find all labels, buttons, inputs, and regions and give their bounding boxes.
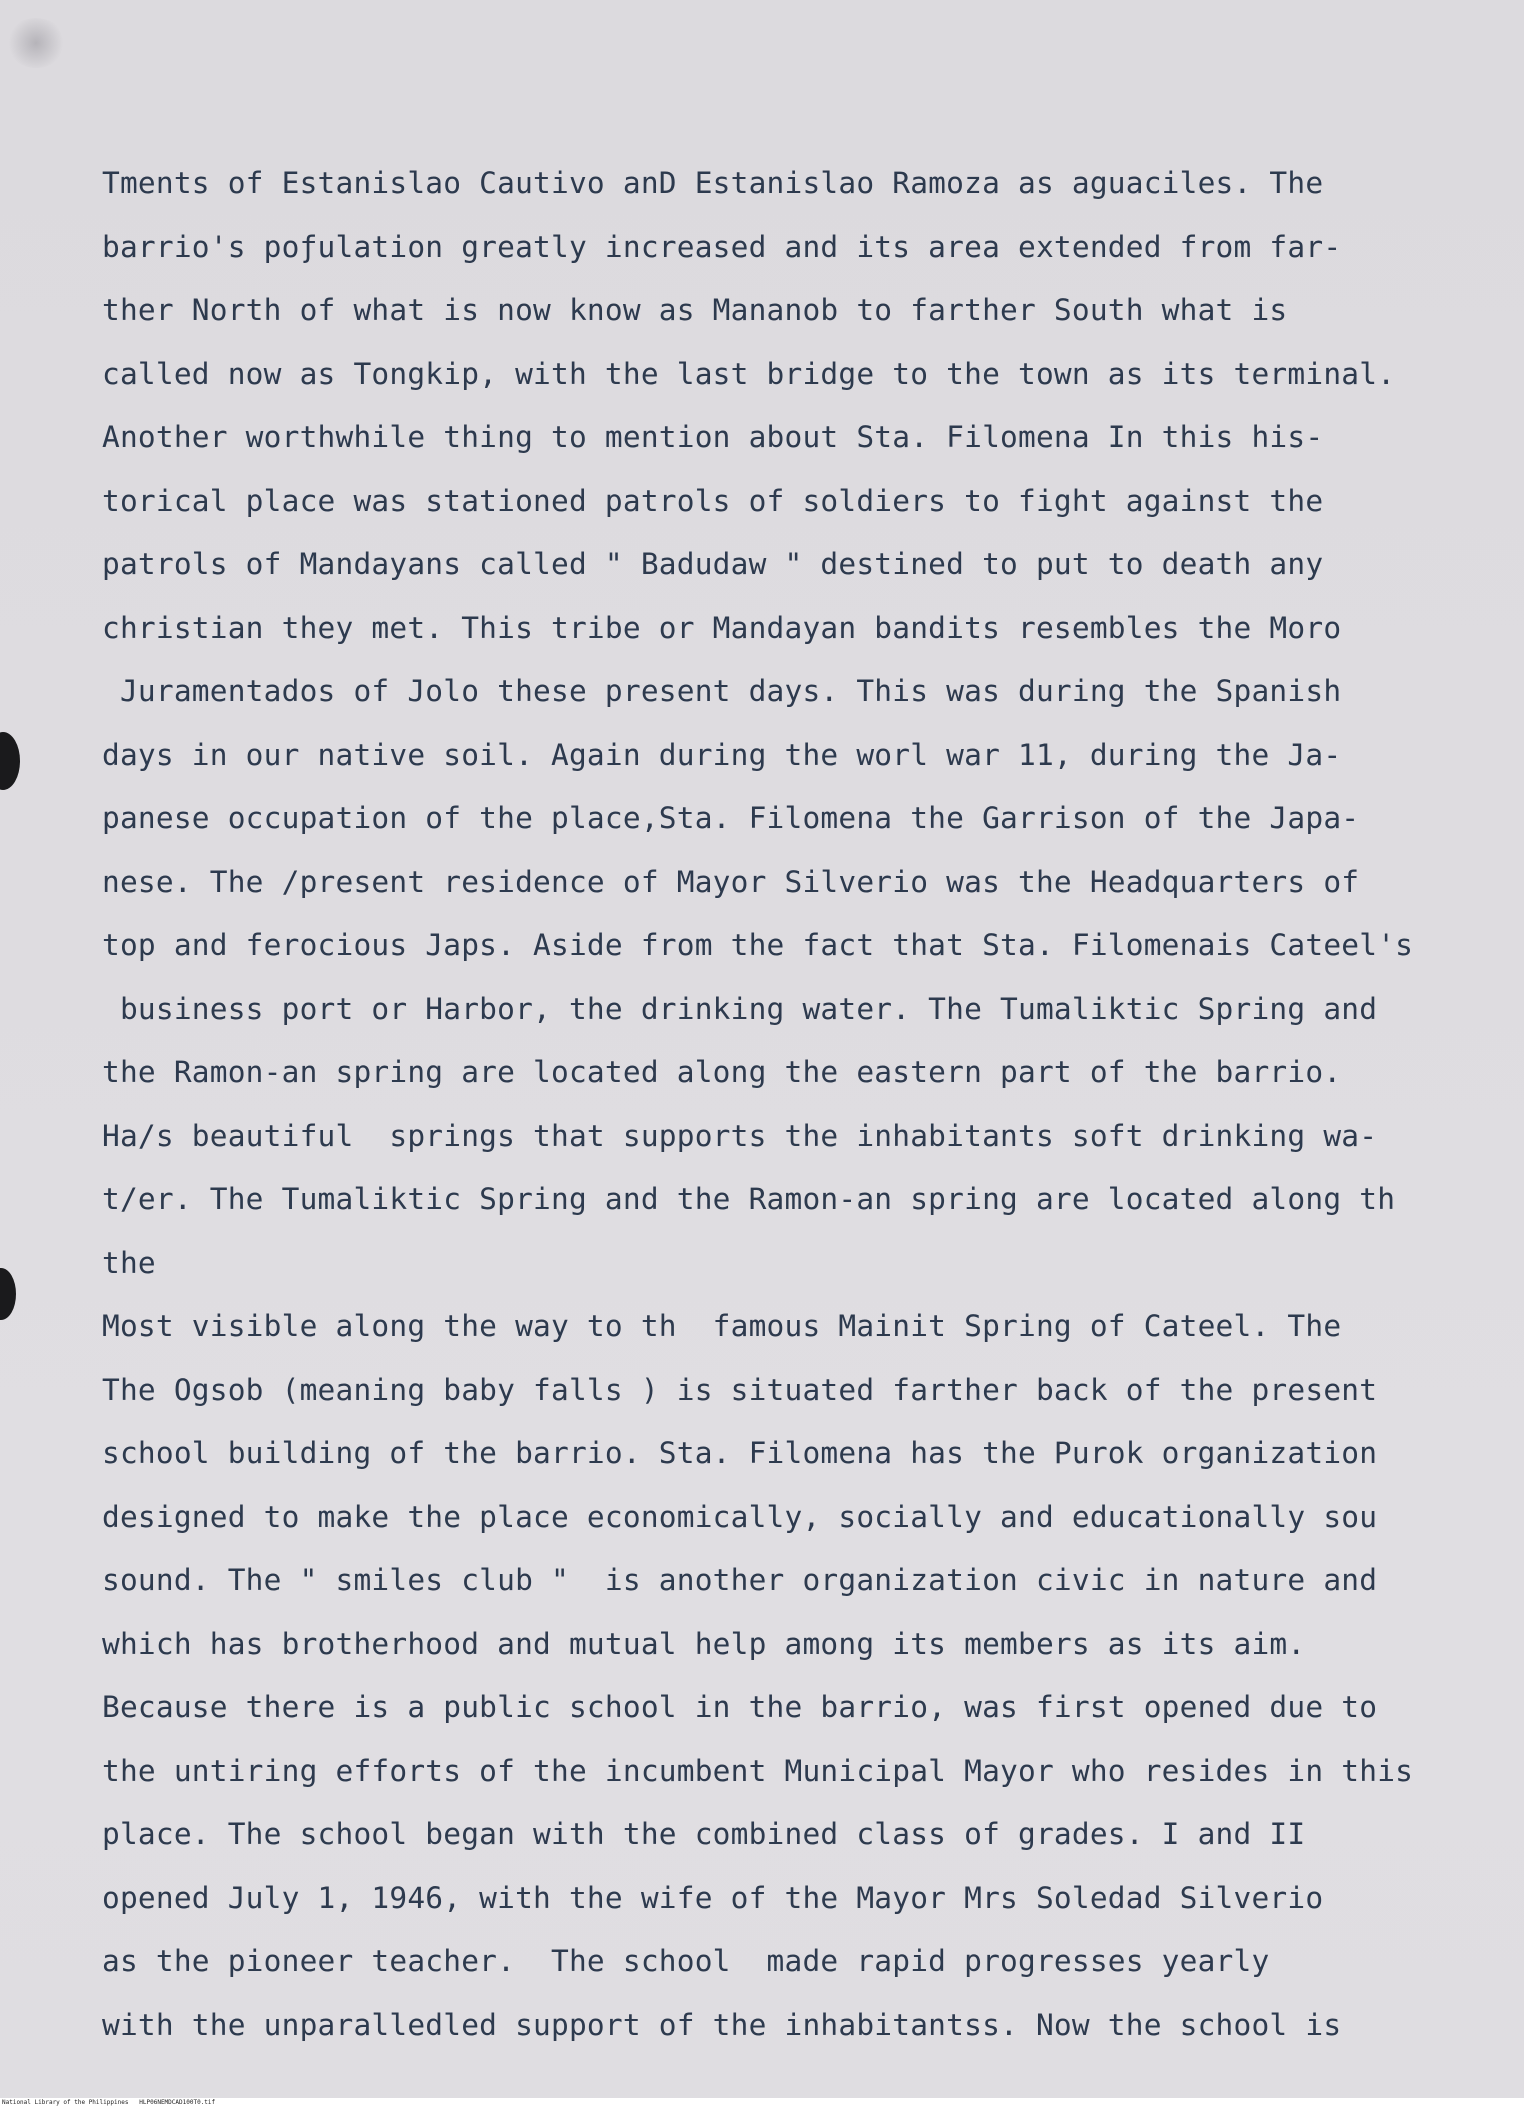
text-line: torical place was stationed patrols of soldiers to fight against the — [102, 483, 1324, 518]
text-line: nese. The ∕present residence of Mayor Silverio was the Headquarters of — [102, 864, 1360, 899]
text-line: Ha∕s beautiful springs that supports the inhabitants soft drinking wa- — [102, 1118, 1378, 1153]
text-line: Another worthwhile thing to mention about Sta. Filomena In this his- — [102, 420, 1324, 454]
punch-hole-lower — [0, 1268, 16, 1320]
text-line: days in our native soil. Again during the worl war 11, during the Ja- — [102, 737, 1342, 772]
text-line: school building of the barrio. Sta. Filomena has the Purok organization — [102, 1436, 1378, 1470]
text-line: the — [102, 1245, 156, 1280]
text-line: Tments of Estanislao Cautivo anD Estanislao Ramoza as aguaciles. The — [102, 166, 1324, 200]
text-line: designed to make the place economically, socially and educationally sou — [102, 1499, 1378, 1534]
text-line: with the unparalledled support of the inhabitantss. Now the school is — [102, 2007, 1342, 2042]
text-line: which has brotherhood and mutual help among its members as its aim. — [102, 1626, 1306, 1661]
text-line: place. The school began with the combined class of grades. I and II — [102, 1817, 1306, 1851]
text-line: patrols of Mandayans called " Badudaw " destined to put to death any — [102, 547, 1324, 581]
text-line: Most visible along the way to th famous Mainit Spring of Cateel. The — [102, 1309, 1342, 1343]
text-line: The Ogsob (meaning baby falls ) is situated farther back of the present — [102, 1372, 1378, 1407]
text-line: opened July 1, 1946, with the wife of the Mayor Mrs Soledad Silverio — [102, 1880, 1324, 1915]
scan-footer-caption: National Library of the Philippines HLP06NEMDCAD100T0.tif — [2, 2099, 216, 2106]
punch-hole-upper — [0, 732, 20, 790]
text-line: christian they met. This tribe or Mandayan bandits resembles the Moro — [102, 610, 1342, 645]
text-line: sound. The " smiles club " is another organization civic in nature and — [102, 1563, 1378, 1597]
text-line: business port or Harbor, the drinking water. The Tumaliktic Spring and — [102, 991, 1378, 1026]
text-line: top and ferocious Japs. Aside from the fact that Sta. Filomenais Cateel's — [102, 928, 1414, 962]
scan-footer-strip — [0, 2098, 1524, 2108]
text-line: Juramentados of Jolo these present days. This was during the Spanish — [102, 674, 1342, 708]
text-line: barrio's poƒulation greatly increased and its area extended from far- — [102, 229, 1342, 264]
text-line: panese occupation of the place,Sta. Filomena the Garrison of the Japa- — [102, 801, 1360, 835]
text-line: as the pioneer teacher. The school made rapid progresses yearly — [102, 1944, 1270, 1978]
page-smudge — [6, 18, 66, 68]
typed-text-body — [102, 152, 1413, 2057]
text-line: the untiring efforts of the incumbent Municipal Mayor who resides in this — [102, 1753, 1414, 1788]
text-line: ther North of what is now know as Mananob to farther South what is — [102, 293, 1288, 327]
text-line: the Ramon-an spring are located along the eastern part of the barrio. — [102, 1055, 1342, 1089]
text-line: Because there is a public school in the barrio, was first opened due to — [102, 1690, 1378, 1724]
text-line: t∕er. The Tumaliktic Spring and the Ramon-an spring are located along th — [102, 1182, 1396, 1216]
text-line: called now as Tongkip, with the last bridge to the town as its terminal. — [102, 356, 1396, 391]
